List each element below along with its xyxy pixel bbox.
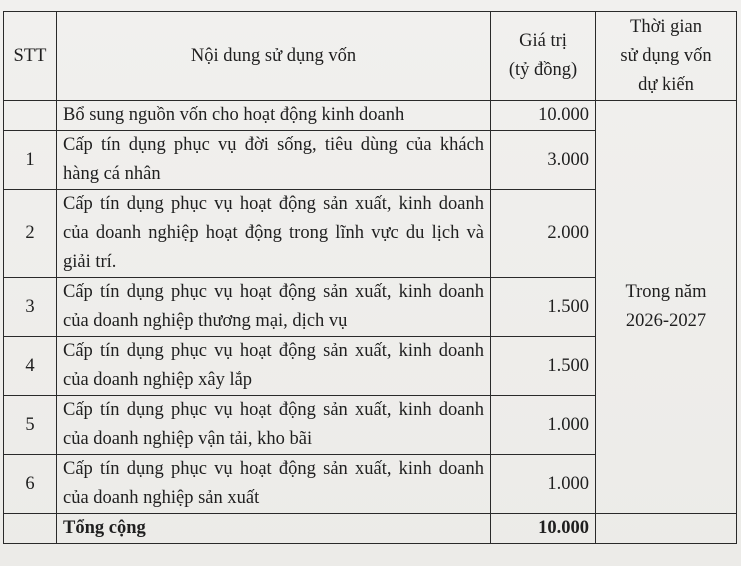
row-content: Cấp tín dụng phục vụ hoạt động sản xuất, kinh doanh của doanh nghiệp xây lắp [57, 337, 491, 396]
row-content: Cấp tín dụng phục vụ hoạt động sản xuất, kinh doanh của doanh nghiệp hoạt động trong lĩnh vực du lịch và giải trí. [57, 190, 491, 278]
row-value: 1.500 [491, 278, 596, 337]
table-header-row [4, 12, 737, 101]
table-row-summary [4, 101, 737, 131]
header-content: Nội dung sử dụng vốn [57, 12, 491, 101]
row-value: 3.000 [491, 131, 596, 190]
merged-time-text: Trong năm 2026-2027 [625, 282, 707, 331]
merged-time-cell [596, 101, 737, 514]
header-value [491, 12, 596, 101]
row-stt: 1 [4, 131, 57, 190]
header-time [596, 12, 737, 101]
capital-usage-table [3, 11, 737, 544]
row-value: 2.000 [491, 190, 596, 278]
row-stt: 3 [4, 278, 57, 337]
summary-stt [4, 101, 57, 131]
total-time [596, 514, 737, 544]
header-stt: STT [4, 12, 57, 101]
row-content: Cấp tín dụng phục vụ đời sống, tiêu dùng của khách hàng cá nhân [57, 131, 491, 190]
total-label: Tổng cộng [57, 514, 491, 544]
row-stt: 4 [4, 337, 57, 396]
header-time-text: Thời gian sử dụng vốn dự kiến [620, 16, 712, 95]
summary-value: 10.000 [491, 101, 596, 131]
row-content: Cấp tín dụng phục vụ hoạt động sản xuất, kinh doanh của doanh nghiệp thương mại, dịch vụ [57, 278, 491, 337]
header-value-text: Giá trị (tỷ đồng) [508, 31, 578, 80]
row-content: Cấp tín dụng phục vụ hoạt động sản xuất, kinh doanh của doanh nghiệp vận tải, kho bãi [57, 396, 491, 455]
row-stt: 2 [4, 190, 57, 278]
row-value: 1.000 [491, 396, 596, 455]
row-content: Cấp tín dụng phục vụ hoạt động sản xuất, kinh doanh của doanh nghiệp sản xuất [57, 455, 491, 514]
table-row-total [4, 514, 737, 544]
total-value: 10.000 [491, 514, 596, 544]
row-value: 1.500 [491, 337, 596, 396]
summary-content: Bổ sung nguồn vốn cho hoạt động kinh doanh [57, 101, 491, 131]
row-stt: 5 [4, 396, 57, 455]
row-value: 1.000 [491, 455, 596, 514]
total-stt [4, 514, 57, 544]
row-stt: 6 [4, 455, 57, 514]
